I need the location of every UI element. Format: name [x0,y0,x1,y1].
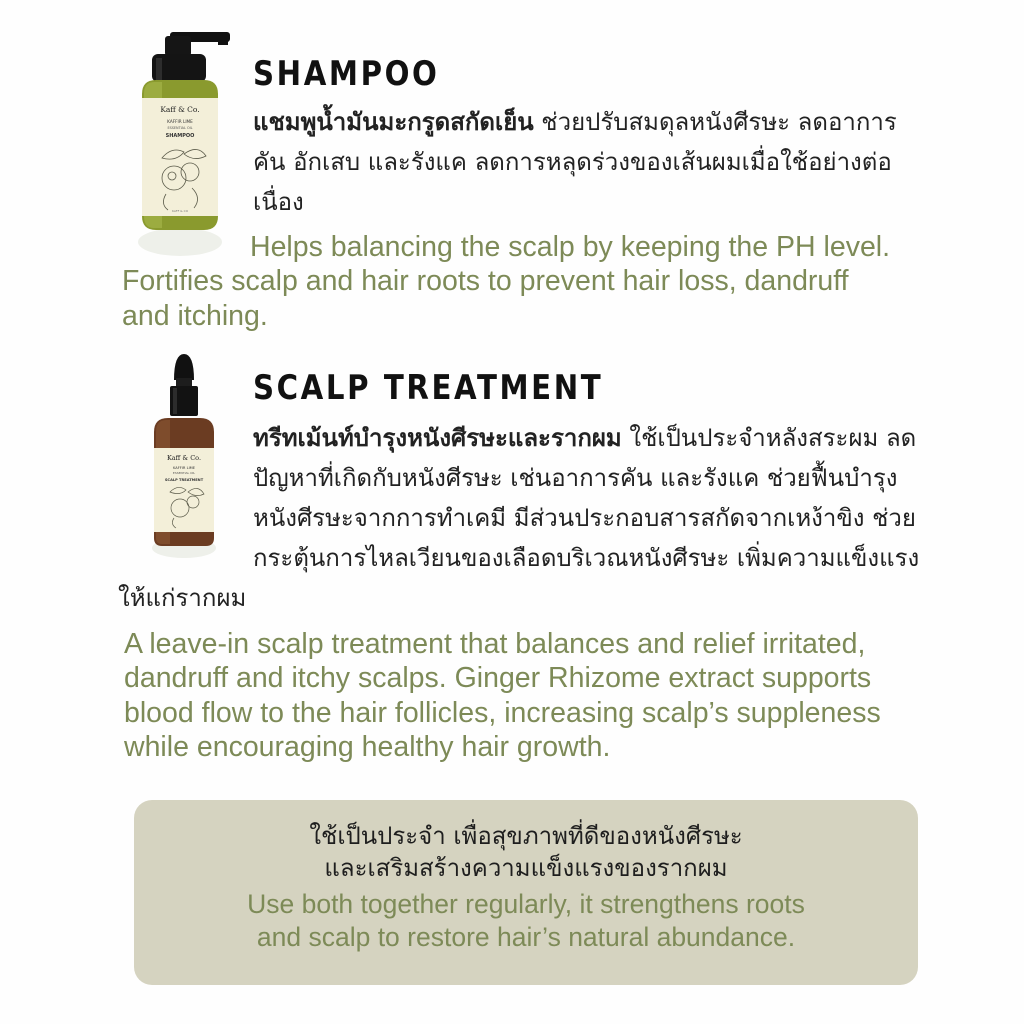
svg-text:KAFF & CO: KAFF & CO [171,209,189,213]
scalp-thai-description [253,418,943,578]
scalp-en-line3: blood flow to the hair follicles, increasing scalp’s suppleness [124,697,881,729]
shampoo-bottle-line2: ESSENTIAL OIL [167,126,193,130]
shampoo-thai-line1: ช่วยปรับสมดุลหนังศีรษะ ลดอาการ [533,108,897,136]
scalp-thai-line4: กระตุ้นการไหลเวียนของเลือดบริเวณหนังศีรษะ เพิ่มความแข็งแรง [253,544,920,572]
scalp-treatment-title: SCALP TREATMENT [253,368,604,408]
scalp-thai-line5: ให้แก่รากผม [118,584,247,612]
scalp-thai-line3: หนังศีรษะจากการทำเคมี มีส่วนประกอบสารสกัดจากเหง้าขิง ช่วย [253,504,916,532]
shampoo-thai-bold: แชมพูน้ำมันมะกรูดสกัดเย็น [253,108,534,136]
shampoo-bottle-line1: KAFFIR LIME [167,119,193,124]
scalp-bottle-line2: ESSENTIAL OIL [172,471,196,475]
shampoo-en-line2: Fortifies scalp and hair roots to prevent hair loss, dandruff [122,265,849,297]
scalp-thai-line2: ปัญหาที่เกิดกับหนังศีรษะ เช่นอาการคัน และรังแค ช่วยฟื้นบำรุง [253,464,898,492]
shampoo-title: SHAMPOO [253,54,440,94]
shampoo-thai-line3: เนื่อง [253,188,304,216]
usage-callout-box [134,800,918,985]
scalp-thai-line1: ใช้เป็นประจำหลังสระผม ลด [621,424,917,452]
shampoo-bottle-brand: Kaff & Co. [160,105,200,114]
callout-en-line1: Use both together regularly, it strengthens roots [247,889,805,919]
scalp-thai-bold: ทรีทเม้นท์บำรุงหนังศีรษะและรากผม [253,424,622,452]
shampoo-thai-line2: คัน อักเสบ และรังแค ลดการหลุดร่วงของเส้นผมเมื่อใช้อย่างต่อ [253,148,892,176]
callout-thai-text [134,820,918,884]
shampoo-thai-description [253,102,933,222]
scalp-bottle-brand: Kaff & Co. [166,454,202,462]
scalp-treatment-bottle-image [148,352,220,562]
shampoo-en-line1: Helps balancing the scalp by keeping the PH level. [250,231,891,263]
scalp-bottle-line1: KAFFIR LIME [172,466,196,470]
scalp-en-line2: dandruff and itchy scalps. Ginger Rhizome extract supports [124,662,872,694]
callout-thai-line2: และเสริมสร้างความแข็งแรงของรากผม [324,854,728,882]
scalp-en-line4: while encouraging healthy hair growth. [124,731,611,763]
shampoo-bottle-image [132,28,232,260]
callout-en-line2: and scalp to restore hair’s natural abundance. [256,922,796,952]
shampoo-bottle-product: SHAMPOO [165,133,195,139]
callout-english-text [134,888,918,954]
shampoo-en-line3: and itching. [122,300,268,332]
scalp-bottle-product: SCALP TREATMENT [164,478,204,482]
scalp-en-line1: A leave-in scalp treatment that balances and relief irritated, [124,628,866,660]
callout-thai-line1: ใช้เป็นประจำ เพื่อสุขภาพที่ดีของหนังศีรษะ [309,822,743,850]
